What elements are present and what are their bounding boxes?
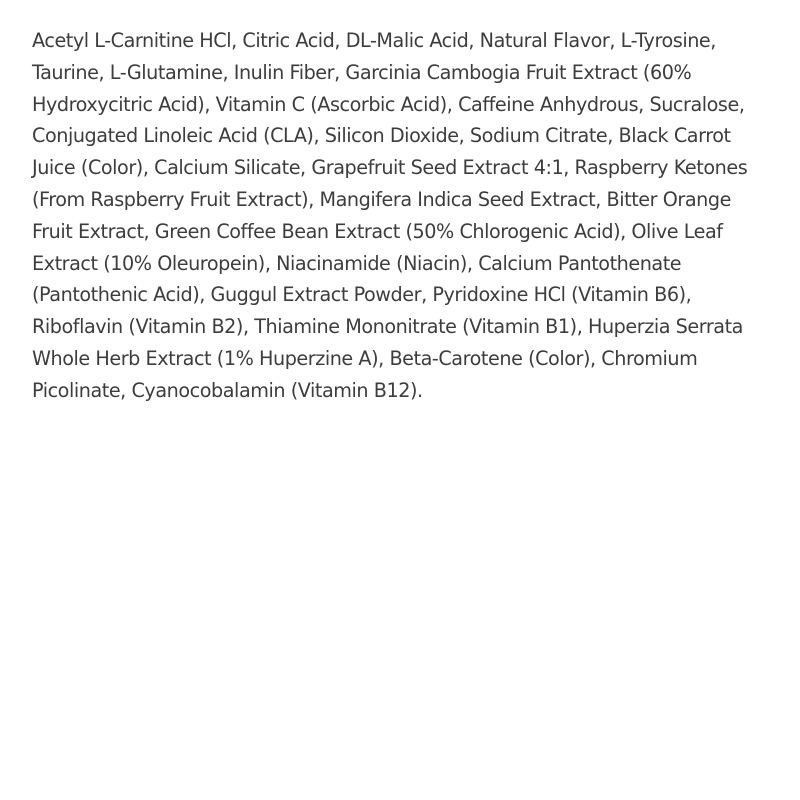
ingredients-line: Whole Herb Extract (1% Huperzine A), Beta-Carotene (Color), Chromium bbox=[32, 346, 698, 370]
ingredients-text bbox=[32, 25, 772, 407]
ingredients-line: Extract (10% Oleuropein), Niacinamide (Niacin), Calcium Pantothenate bbox=[32, 251, 682, 275]
ingredients-line: Conjugated Linoleic Acid (CLA), Silicon Dioxide, Sodium Citrate, Black Carrot bbox=[32, 124, 731, 148]
ingredients-line: Hydroxycitric Acid), Vitamin C (Ascorbic Acid), Caffeine Anhydrous, Sucralose, bbox=[32, 92, 745, 116]
ingredients-line: Acetyl L-Carnitine HCl, Citric Acid, DL-Malic Acid, Natural Flavor, L-Tyrosine, bbox=[32, 29, 716, 52]
ingredients-line: Riboflavin (Vitamin B2), Thiamine Mononitrate (Vitamin B1), Huperzia Serrata bbox=[32, 315, 743, 339]
ingredients-line: Juice (Color), Calcium Silicate, Grapefruit Seed Extract 4:1, Raspberry Ketones bbox=[32, 156, 748, 180]
ingredients-line: Picolinate, Cyanocobalamin (Vitamin B12). bbox=[32, 378, 423, 402]
ingredients-line: (From Raspberry Fruit Extract), Mangifera Indica Seed Extract, Bitter Orange bbox=[32, 187, 731, 211]
ingredients-line: Taurine, L-Glutamine, Inulin Fiber, Garcinia Cambogia Fruit Extract (60% bbox=[32, 60, 692, 84]
ingredients-line: (Pantothenic Acid), Guggul Extract Powder, Pyridoxine HCl (Vitamin B6), bbox=[32, 283, 692, 307]
ingredients-line: Fruit Extract, Green Coffee Bean Extract (50% Chlorogenic Acid), Olive Leaf bbox=[32, 219, 723, 243]
